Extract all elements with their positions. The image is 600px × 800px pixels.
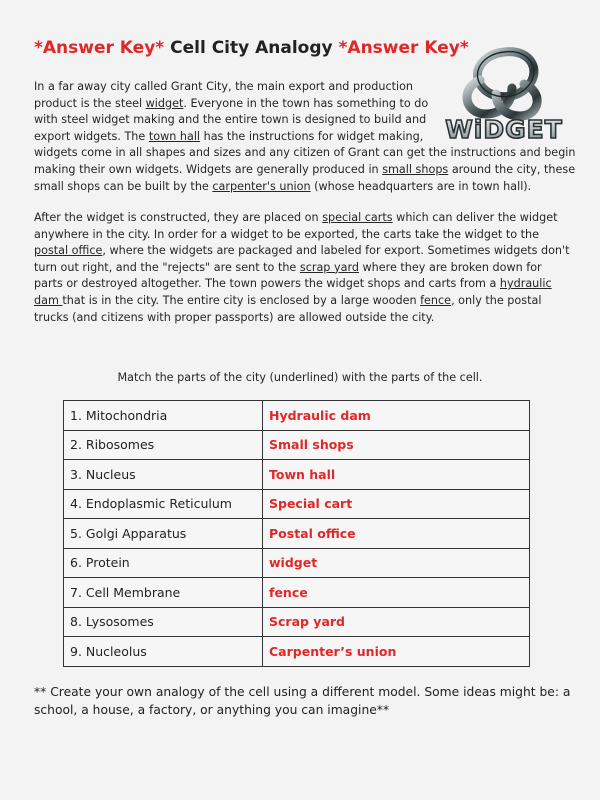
matching-table	[63, 400, 530, 667]
city-answer: Special cart	[263, 489, 530, 519]
underlined-term: fence	[420, 293, 452, 307]
instructions-text: Match the parts of the city (underlined) with the parts of the cell.	[117, 371, 483, 384]
text-run: (whose headquarters are in town hall).	[310, 179, 532, 193]
text-run: In a far away city called Grant City, the main export and production	[34, 80, 414, 93]
underlined-term: hydraulic	[499, 277, 552, 291]
underlined-term: postal office	[34, 244, 103, 258]
text-run: After the widget is constructed, they are placed on	[34, 211, 323, 224]
underlined-term: carpenter's union	[212, 179, 311, 193]
table-row	[64, 607, 530, 637]
text-run: around the city, these	[448, 162, 576, 176]
city-answer: fence	[263, 578, 530, 608]
text-run: trucks (and citizens with proper passports) are allowed outside the city.	[34, 310, 435, 324]
paragraph-line	[34, 293, 564, 310]
city-answer: widget	[263, 548, 530, 578]
cell-part: 8. Lysosomes	[64, 607, 263, 637]
table-row	[64, 637, 530, 667]
title-suffix: *Answer Key*	[338, 38, 469, 58]
cell-part: 1. Mitochondria	[64, 401, 263, 431]
text-run: widgets come in all shapes and sizes and any citizen of Grant can get the instructions and begin	[34, 146, 576, 160]
text-run: which can deliver the widget	[392, 211, 558, 224]
city-answer: Carpenter’s union	[263, 637, 530, 667]
text-run: , where the widgets are packaged and labeled for export. Sometimes widgets don't	[102, 244, 570, 258]
table-row	[64, 460, 530, 490]
second-paragraph	[34, 210, 570, 326]
text-run: , only the postal	[451, 293, 542, 307]
underlined-term: widget	[145, 96, 184, 110]
underlined-term: special carts	[322, 211, 393, 224]
text-run: with steel widget making and the entire town is designed to build and	[34, 113, 427, 127]
text-run: product is the steel	[34, 96, 146, 110]
text-run: turn out right, and the "rejects" are sent to the	[34, 260, 300, 274]
city-answer: Scrap yard	[263, 607, 530, 637]
table-row	[64, 430, 530, 460]
table-row	[64, 548, 530, 578]
title-prefix: *Answer Key*	[34, 38, 165, 58]
paragraph-line	[34, 112, 564, 129]
text-run: that is in the city. The entire city is enclosed by a large wooden	[62, 293, 421, 307]
city-answer: Postal office	[263, 519, 530, 549]
cell-part: 6. Protein	[64, 548, 263, 578]
text-run: . Everyone in the town has something to do	[183, 96, 429, 110]
underlined-term: scrap yard	[299, 260, 359, 274]
paragraph-line	[34, 227, 564, 244]
city-answer: Small shops	[263, 430, 530, 460]
underlined-term: dam	[34, 293, 63, 307]
text-run: has the instructions for widget making,	[200, 129, 424, 143]
cell-part: 5. Golgi Apparatus	[64, 519, 263, 549]
footer-note: ** Create your own analogy of the cell using a different model. Some ideas might be: a school, a house, a factory, or anything you can imagine**	[34, 685, 571, 717]
paragraph-line	[34, 243, 570, 260]
text-run: anywhere in the city. In order for a widget to be exported, the carts take the widget to the	[34, 227, 539, 241]
cell-part: 7. Cell Membrane	[64, 578, 263, 608]
paragraph-line	[34, 179, 564, 196]
cell-part: 3. Nucleus	[64, 460, 263, 490]
paragraph-line	[34, 276, 564, 293]
text-run: small shops can be built by the	[34, 179, 213, 193]
logo-text: WiDGET	[445, 115, 563, 144]
underlined-term: small shops	[382, 162, 449, 176]
table-row	[64, 578, 530, 608]
paragraph-line	[34, 162, 576, 179]
text-run: parts or destroyed altogether. The town powers the widget shops and carts from a	[34, 277, 500, 291]
title-main: Cell City Analogy	[170, 38, 333, 58]
paragraph-line	[34, 310, 564, 327]
cell-part: 9. Nucleolus	[64, 637, 263, 667]
intro-paragraph	[34, 79, 576, 195]
cell-part: 4. Endoplasmic Reticulum	[64, 489, 263, 519]
city-answer: Hydraulic dam	[263, 401, 530, 431]
underlined-term: town hall	[148, 129, 201, 143]
paragraph-line	[34, 96, 564, 113]
paragraph-line	[34, 260, 564, 277]
paragraph-line	[34, 129, 564, 146]
text-run: where they are broken down for	[358, 260, 542, 274]
page-title	[34, 38, 469, 58]
text-run: export widgets. The	[34, 129, 149, 143]
table-row	[64, 489, 530, 519]
paragraph-line	[34, 79, 564, 96]
cell-part: 2. Ribosomes	[64, 430, 263, 460]
paragraph-line	[34, 145, 576, 162]
city-answer: Town hall	[263, 460, 530, 490]
table-row	[64, 519, 530, 549]
table-row	[64, 401, 530, 431]
text-run: making their own widgets. Widgets are generally produced in	[34, 162, 383, 176]
paragraph-line	[34, 210, 564, 227]
